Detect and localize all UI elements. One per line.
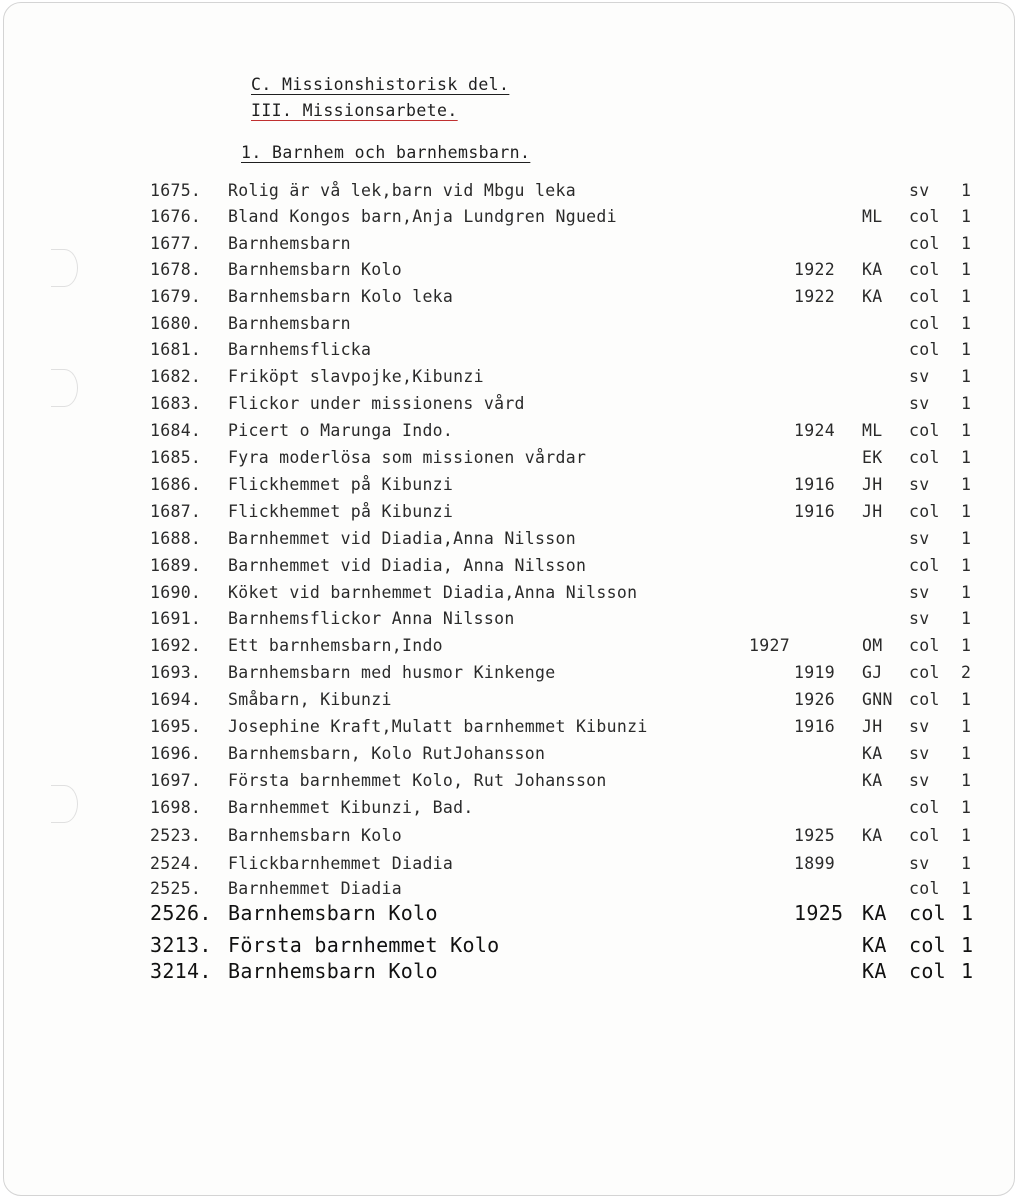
list-item	[4, 234, 1014, 260]
entry-sign: JH	[862, 475, 883, 494]
entry-year: 1926	[794, 690, 835, 709]
entry-sign: KA	[862, 933, 887, 957]
entry-number: 1685.	[150, 448, 202, 467]
entry-title: Barnhemsbarn Kolo	[228, 826, 402, 845]
entry-title: Barnhemsbarn Kolo	[228, 260, 402, 279]
entry-type: col	[909, 826, 940, 845]
list-item	[4, 556, 1014, 582]
list-item	[4, 260, 1014, 286]
entry-count: 1	[961, 583, 972, 602]
entry-number: 1679.	[150, 287, 202, 306]
entry-sign: GNN	[862, 690, 893, 709]
entry-number: 1690.	[150, 583, 202, 602]
entry-title: Flickhemmet på Kibunzi	[228, 475, 454, 494]
entry-count: 1	[961, 826, 972, 845]
entry-type: col	[909, 421, 940, 440]
entry-type: sv	[909, 367, 930, 386]
entry-title: Barnhemmet Diadia	[228, 879, 402, 898]
entry-year: 1927	[749, 636, 790, 655]
entry-title: Köket vid barnhemmet Diadia,Anna Nilsson	[228, 583, 638, 602]
list-item	[4, 959, 1014, 985]
list-item	[4, 690, 1014, 716]
entry-sign: KA	[862, 901, 887, 925]
entry-count: 1	[961, 340, 972, 359]
entry-type: sv	[909, 181, 930, 200]
entry-count: 1	[961, 556, 972, 575]
entry-title: Flickor under missionens vård	[228, 394, 525, 413]
entry-year: 1916	[794, 502, 835, 521]
entry-count: 1	[961, 394, 972, 413]
entry-type: col	[909, 690, 940, 709]
entry-count: 1	[961, 260, 972, 279]
entry-sign: KA	[862, 287, 883, 306]
entry-number: 1695.	[150, 717, 202, 736]
entry-sign: KA	[862, 260, 883, 279]
entry-number: 1687.	[150, 502, 202, 521]
list-item	[4, 901, 1014, 927]
entry-type: sv	[909, 529, 930, 548]
entry-year: 1922	[794, 287, 835, 306]
entry-count: 1	[961, 690, 972, 709]
list-item	[4, 636, 1014, 662]
list-item	[4, 933, 1014, 959]
entry-title: Första barnhemmet Kolo	[228, 933, 500, 957]
entry-number: 1681.	[150, 340, 202, 359]
entry-title: Barnhemsbarn Kolo	[228, 901, 438, 925]
entry-title: Barnhemmet vid Diadia,Anna Nilsson	[228, 529, 576, 548]
entry-type: sv	[909, 717, 930, 736]
entry-title: Första barnhemmet Kolo, Rut Johansson	[228, 771, 607, 790]
entry-count: 1	[961, 367, 972, 386]
list-item	[4, 583, 1014, 609]
entry-title: Ett barnhemsbarn,Indo	[228, 636, 443, 655]
entry-sign: KA	[862, 959, 887, 983]
list-item	[4, 744, 1014, 770]
list-item	[4, 826, 1014, 852]
entry-number: 1694.	[150, 690, 202, 709]
entry-title: Barnhemsbarn	[228, 314, 351, 333]
entry-number: 2523.	[150, 826, 202, 845]
entry-number: 1678.	[150, 260, 202, 279]
entry-number: 1676.	[150, 207, 202, 226]
entry-count: 1	[961, 287, 972, 306]
entry-number: 1675.	[150, 181, 202, 200]
entry-sign: ML	[862, 207, 883, 226]
entry-type: sv	[909, 609, 930, 628]
entry-type: col	[909, 901, 947, 925]
entry-title: Bland Kongos barn,Anja Lundgren Nguedi	[228, 207, 617, 226]
entry-year: 1919	[794, 663, 835, 682]
entry-type: col	[909, 314, 940, 333]
entry-count: 2	[961, 663, 972, 682]
entry-type: col	[909, 663, 940, 682]
entry-type: col	[909, 340, 940, 359]
entry-type: col	[909, 933, 947, 957]
entry-number: 1697.	[150, 771, 202, 790]
entry-title: Friköpt slavpojke,Kibunzi	[228, 367, 484, 386]
list-item	[4, 421, 1014, 447]
entry-type: col	[909, 556, 940, 575]
entry-number: 1698.	[150, 798, 202, 817]
list-item	[4, 340, 1014, 366]
list-item	[4, 529, 1014, 555]
entry-number: 2524.	[150, 854, 202, 873]
entry-sign: ML	[862, 421, 883, 440]
entry-count: 1	[961, 234, 972, 253]
entry-year: 1899	[794, 854, 835, 873]
entry-type: col	[909, 207, 940, 226]
entry-title: Småbarn, Kibunzi	[228, 690, 392, 709]
entry-count: 1	[961, 744, 972, 763]
entry-type: col	[909, 959, 947, 983]
list-item	[4, 609, 1014, 635]
entry-number: 1689.	[150, 556, 202, 575]
entry-year: 1922	[794, 260, 835, 279]
entry-title: Barnhemsflickor Anna Nilsson	[228, 609, 515, 628]
entry-year: 1925	[794, 901, 844, 925]
entry-number: 1684.	[150, 421, 202, 440]
list-item	[4, 448, 1014, 474]
list-item	[4, 394, 1014, 420]
entry-number: 3214.	[150, 959, 212, 983]
entry-year: 1924	[794, 421, 835, 440]
entry-count: 1	[961, 181, 972, 200]
entry-title: Barnhemmet vid Diadia, Anna Nilsson	[228, 556, 587, 575]
entry-sign: JH	[862, 502, 883, 521]
entry-title: Josephine Kraft,Mulatt barnhemmet Kibunzi	[228, 717, 648, 736]
entry-number: 2526.	[150, 901, 212, 925]
entry-type: col	[909, 260, 940, 279]
list-item	[4, 798, 1014, 824]
entry-type: sv	[909, 854, 930, 873]
catalog-card	[3, 2, 1015, 1196]
list-item	[4, 367, 1014, 393]
entry-title: Flickhemmet på Kibunzi	[228, 502, 454, 521]
entry-type: col	[909, 448, 940, 467]
entry-type: col	[909, 798, 940, 817]
list-item	[4, 771, 1014, 797]
entry-count: 1	[961, 502, 972, 521]
list-item	[4, 717, 1014, 743]
entry-count: 1	[961, 475, 972, 494]
list-item	[4, 663, 1014, 689]
entry-title: Picert o Marunga Indo.	[228, 421, 454, 440]
entry-count: 1	[961, 959, 974, 983]
entry-type: col	[909, 234, 940, 253]
list-item	[4, 502, 1014, 528]
list-item	[4, 181, 1014, 207]
entry-title: Barnhemsbarn med husmor Kinkenge	[228, 663, 556, 682]
entry-number: 3213.	[150, 933, 212, 957]
entry-sign: OM	[862, 636, 883, 655]
entry-year: 1925	[794, 826, 835, 845]
entry-year: 1916	[794, 717, 835, 736]
entry-count: 1	[961, 901, 974, 925]
entry-sign: GJ	[862, 663, 883, 682]
entry-count: 1	[961, 717, 972, 736]
entry-number: 1693.	[150, 663, 202, 682]
entry-count: 1	[961, 636, 972, 655]
entry-number: 1688.	[150, 529, 202, 548]
list-item	[4, 314, 1014, 340]
entry-type: sv	[909, 744, 930, 763]
entry-type: col	[909, 502, 940, 521]
entry-count: 1	[961, 879, 972, 898]
entry-count: 1	[961, 798, 972, 817]
entry-title: Barnhemsflicka	[228, 340, 372, 359]
entry-title: Barnhemsbarn	[228, 234, 351, 253]
entry-count: 1	[961, 933, 974, 957]
list-item	[4, 854, 1014, 880]
entry-type: col	[909, 287, 940, 306]
entry-count: 1	[961, 314, 972, 333]
entry-sign: EK	[862, 448, 883, 467]
subsection-heading: III. Missionsarbete.	[251, 101, 458, 120]
entry-number: 1680.	[150, 314, 202, 333]
list-item	[4, 287, 1014, 313]
entry-count: 1	[961, 854, 972, 873]
entry-sign: JH	[862, 717, 883, 736]
entry-title: Barnhemsbarn, Kolo RutJohansson	[228, 744, 546, 763]
entry-number: 1682.	[150, 367, 202, 386]
entry-count: 1	[961, 448, 972, 467]
entry-sign: KA	[862, 744, 883, 763]
entry-title: Fyra moderlösa som missionen vårdar	[228, 448, 587, 467]
entry-count: 1	[961, 529, 972, 548]
entry-number: 1686.	[150, 475, 202, 494]
section-heading: C. Missionshistorisk del.	[251, 75, 510, 94]
entry-title: Rolig är vå lek,barn vid Mbgu leka	[228, 181, 576, 200]
entry-sign: KA	[862, 771, 883, 790]
entry-type: sv	[909, 771, 930, 790]
list-item	[4, 475, 1014, 501]
entry-count: 1	[961, 421, 972, 440]
entry-title: Barnhemsbarn Kolo	[228, 959, 438, 983]
entry-type: sv	[909, 583, 930, 602]
category-heading: 1. Barnhem och barnhemsbarn.	[241, 143, 531, 162]
entry-title: Barnhemmet Kibunzi, Bad.	[228, 798, 474, 817]
entry-count: 1	[961, 771, 972, 790]
entry-number: 1683.	[150, 394, 202, 413]
entry-count: 1	[961, 609, 972, 628]
entry-type: sv	[909, 475, 930, 494]
entry-number: 1696.	[150, 744, 202, 763]
list-item	[4, 207, 1014, 233]
entry-type: sv	[909, 394, 930, 413]
entry-count: 1	[961, 207, 972, 226]
entry-number: 1677.	[150, 234, 202, 253]
entry-type: col	[909, 636, 940, 655]
entry-number: 2525.	[150, 879, 202, 898]
entry-number: 1691.	[150, 609, 202, 628]
entry-year: 1916	[794, 475, 835, 494]
entry-number: 1692.	[150, 636, 202, 655]
entry-sign: KA	[862, 826, 883, 845]
entry-title: Barnhemsbarn Kolo leka	[228, 287, 454, 306]
entry-type: col	[909, 879, 940, 898]
entry-title: Flickbarnhemmet Diadia	[228, 854, 454, 873]
